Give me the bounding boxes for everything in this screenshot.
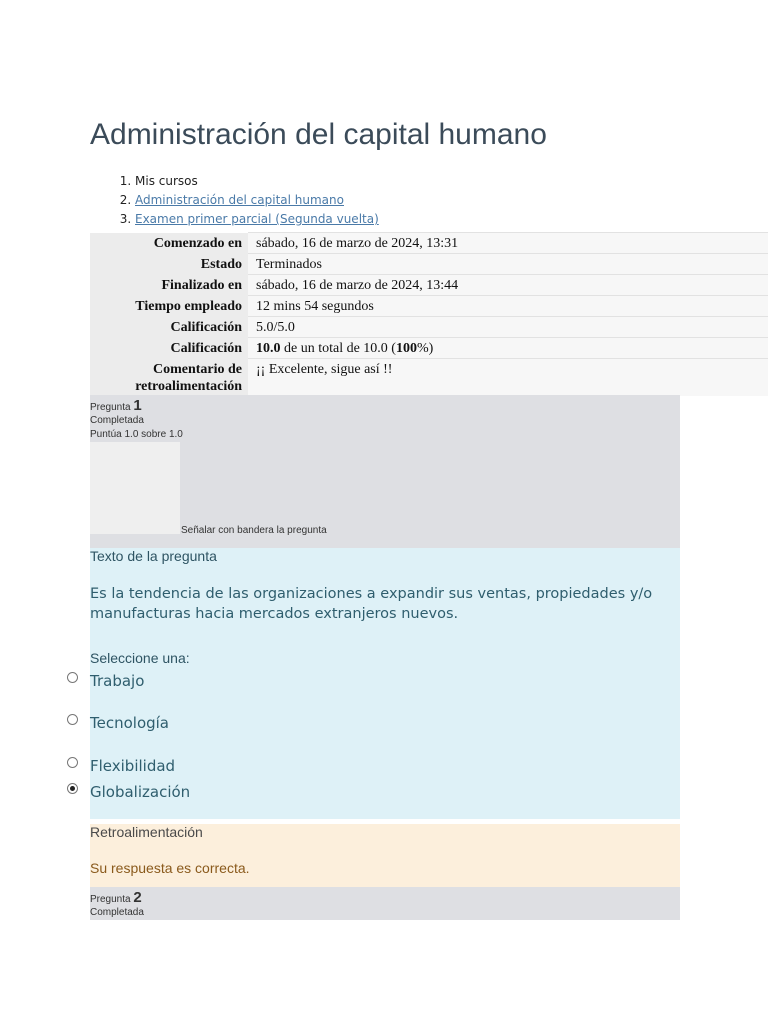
breadcrumb-link-exam[interactable]: Examen primer parcial (Segunda vuelta) [135,212,379,226]
summary-row-started [90,233,768,254]
summary-label: Comenzado en [90,233,248,254]
question-prefix: Pregunta [90,402,134,413]
breadcrumb-item-course [135,191,379,210]
question-state: Completada [90,415,144,426]
question-grade: Puntúa 1.0 sobre 1.0 [90,429,183,440]
question-prefix: Pregunta [90,894,134,905]
summary-label: Calificación [90,317,248,338]
grade-total: de un total de 10.0 ( [280,341,396,356]
breadcrumb-item-exam [135,210,379,229]
page-title: Administración del capital humano [90,118,547,151]
answer-option-tecnologia[interactable] [90,714,169,732]
feedback-text: Su respuesta es correcta. [90,860,250,876]
breadcrumb-item-my-courses [135,172,379,191]
summary-row-time [90,296,768,317]
question-2-info [90,887,680,920]
question-text-line: manufacturas hacia mercados extranjeros nuevos. [90,606,459,622]
attempt-summary-table [90,232,768,396]
summary-label-line: Comentario de [152,361,242,377]
answer-option-label: Tecnología [90,714,169,732]
summary-label: Finalizado en [90,275,248,296]
summary-value: 12 mins 54 segundos [248,296,768,317]
summary-label-line: retroalimentación [135,378,242,394]
radio-button-selected[interactable] [67,783,78,794]
summary-value: sábado, 16 de marzo de 2024, 13:44 [248,275,768,296]
question-number [90,397,142,414]
summary-value: ¡¡ Excelente, sigue así !! [248,359,768,396]
summary-label: Tiempo empleado [90,296,248,317]
summary-value: sábado, 16 de marzo de 2024, 13:31 [248,233,768,254]
answer-option-label: Flexibilidad [90,757,176,775]
summary-value: 5.0/5.0 [248,317,768,338]
flag-box [90,442,180,534]
question-1-content [90,548,680,819]
question-state: Completada [90,907,144,918]
question-1-info [90,395,680,548]
breadcrumb [90,172,379,229]
summary-label: Calificación [90,338,248,359]
summary-value [248,338,768,359]
breadcrumb-link-course[interactable]: Administración del capital humano [135,193,344,207]
summary-row-finished [90,275,768,296]
question-1-feedback [90,824,680,887]
question-text-label: Texto de la pregunta [90,548,217,564]
question-number-value: 1 [133,397,142,414]
radio-button[interactable] [67,714,78,725]
breadcrumb-label: Mis cursos [135,174,198,188]
answer-option-globalizacion[interactable] [90,783,190,801]
grade-score: 10.0 [256,341,281,356]
summary-label [90,359,248,396]
question-text [90,584,682,624]
summary-row-feedback [90,359,768,396]
answer-option-trabajo[interactable] [90,672,144,690]
flag-question-link[interactable]: Señalar con bandera la pregunta [181,525,327,536]
grade-percent-suffix: %) [416,341,434,356]
radio-button[interactable] [67,672,78,683]
feedback-title: Retroalimentación [90,824,203,840]
answer-option-label: Globalización [90,783,191,801]
summary-row-grade [90,338,768,359]
answer-option-flexibilidad[interactable] [90,757,175,775]
radio-button[interactable] [67,757,78,768]
question-text-line: Es la tendencia de las organizaciones a expandir sus ventas, propiedades y/o [90,586,653,602]
grade-percent: 100 [395,341,417,356]
summary-label: Estado [90,254,248,275]
answer-prompt: Seleccione una: [90,650,190,666]
answer-option-label: Trabajo [90,672,145,690]
question-number-value: 2 [133,889,142,906]
summary-row-state [90,254,768,275]
summary-value: Terminados [248,254,768,275]
summary-row-marks [90,317,768,338]
question-number [90,889,142,906]
